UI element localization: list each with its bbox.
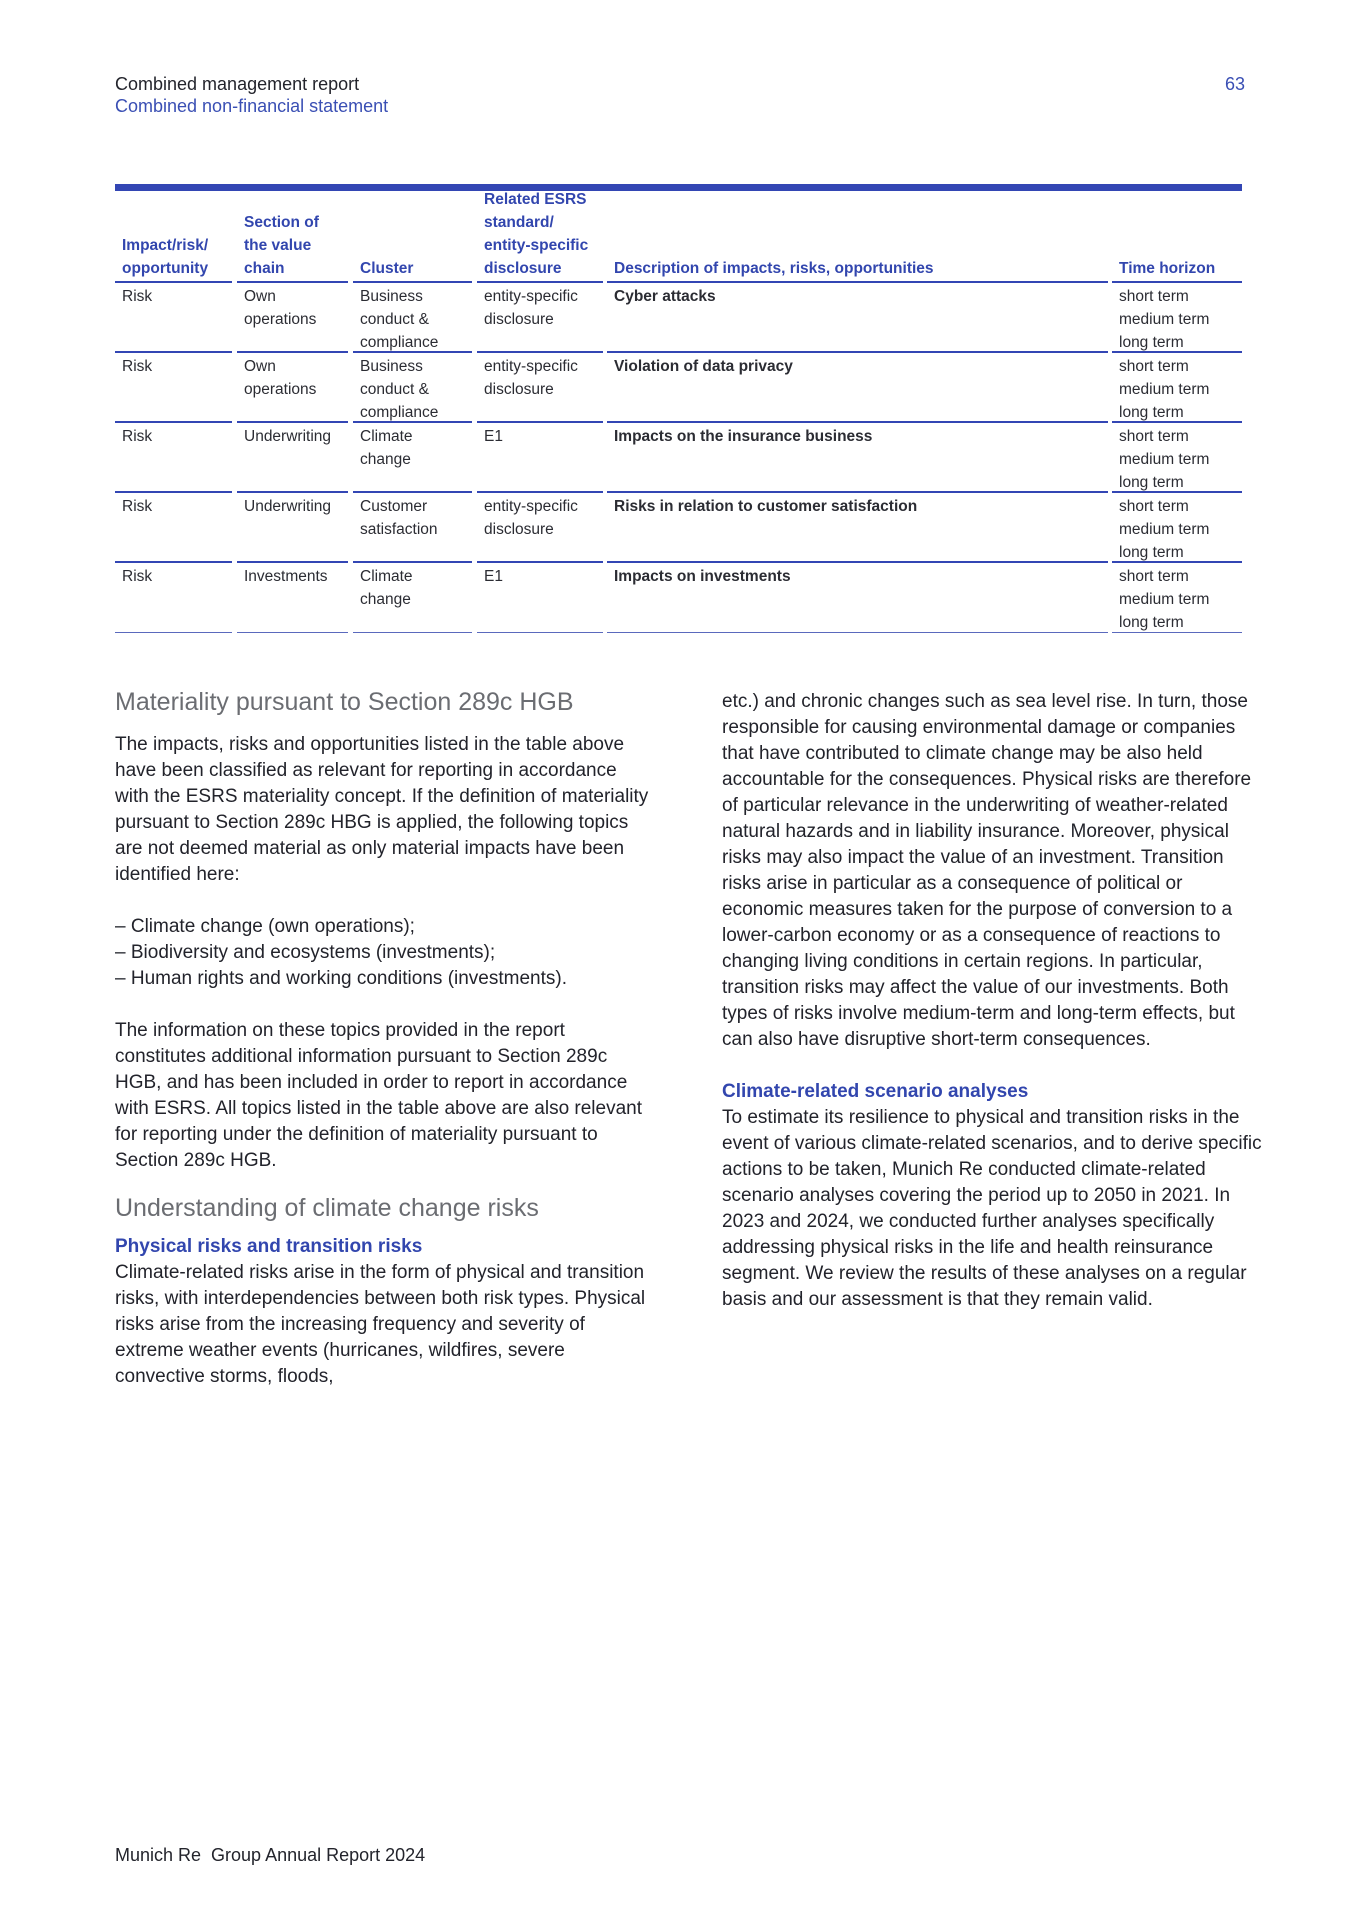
paragraph-materiality-intro: The impacts, risks and opportunities listed in the table above have been classified as relevant for reporting in accordance with the ESRS materiality concept. If the definition of materiality pursuant to Section 289c HBG is applied, the following topics are not deemed material as only material impacts have been identified here: bbox=[115, 734, 649, 885]
cell-line: operations bbox=[244, 311, 317, 328]
col-header-text: chain bbox=[244, 260, 285, 277]
table-row bbox=[115, 493, 1242, 563]
cell-line: change bbox=[360, 451, 411, 468]
cell-time-horizon bbox=[1112, 563, 1242, 633]
non-material-topics-list bbox=[115, 914, 655, 992]
cell-standard bbox=[477, 493, 603, 563]
iro-table bbox=[115, 191, 1242, 633]
page-number: 63 bbox=[1224, 74, 1245, 94]
col-header-section bbox=[237, 191, 348, 283]
cell-line: satisfaction bbox=[360, 521, 438, 538]
cell-line: Underwriting bbox=[244, 428, 332, 445]
col-header-text: Section of bbox=[244, 214, 319, 231]
paragraph-scenario-analyses: To estimate its resilience to physical and transition risks in the event of various climate-related scenarios, and to derive specific actions to be taken, Munich Re conducted climate-related scenario analyses covering the period up to 2050 in 2021. In 2023 and 2024, we conducted further analyses specifically addressing physical risks in the life and health reinsurance segment. We review the results of these analyses on a regular basis and our assessment is that they remain valid. bbox=[722, 1107, 1262, 1310]
table-row bbox=[115, 563, 1242, 633]
cell-section bbox=[237, 493, 348, 563]
cell-type: Risk bbox=[115, 353, 232, 423]
cell-line: Own bbox=[244, 358, 276, 375]
cell-line: Climate bbox=[360, 568, 413, 585]
table-row bbox=[115, 353, 1242, 423]
col-header-text: standard/ bbox=[484, 214, 554, 231]
col-header-description bbox=[607, 191, 1108, 283]
cell-line: short term bbox=[1119, 428, 1189, 445]
cell-description: Impacts on investments bbox=[607, 563, 1108, 633]
cell-line: long term bbox=[1119, 334, 1184, 351]
col-header-text: Cluster bbox=[360, 260, 414, 277]
cell-line: short term bbox=[1119, 358, 1189, 375]
cell-description: Violation of data privacy bbox=[607, 353, 1108, 423]
col-header-text: the value bbox=[244, 237, 312, 254]
col-header-impact bbox=[115, 191, 232, 283]
running-header-title: Combined management report bbox=[115, 74, 360, 94]
cell-line: long term bbox=[1119, 544, 1184, 561]
subheading-scenario-analyses: Climate-related scenario analyses bbox=[722, 1081, 1029, 1102]
right-text-column bbox=[722, 689, 1262, 1339]
cell-time-horizon bbox=[1112, 353, 1242, 423]
cell-line: short term bbox=[1119, 498, 1189, 515]
paragraph-materiality-additional: The information on these topics provided in the report constitutes additional information pursuant to Section 289c HGB, and has been included in order to report in accordance with ESRS. All topics listed in the table above are also relevant for reporting under the definition of materiality pursuant to Section 289c HGB. bbox=[115, 1020, 643, 1171]
cell-line: short term bbox=[1119, 288, 1189, 305]
cell-standard bbox=[477, 563, 603, 633]
paragraph-physical-risks-continued: etc.) and chronic changes such as sea level rise. In turn, those responsible for causing environmental damage or companies that have contributed to climate change may be also held accountable for the consequences. Physical risks are therefore of particular relevance in the underwriting of weather-related natural hazards and in liability insurance. Moreover, physical risks may also impact the value of an investment. Transition risks arise in particular as a consequence of political or economic measures taken for the purpose of conversion to a lower-carbon economy or as a consequence of reactions to changing living conditions in certain regions. In particular, transition risks may affect the value of our investments. Both types of risks involve medium-term and long-term effects, but can also have disruptive short-term consequences. bbox=[722, 691, 1252, 1050]
cell-line: conduct & bbox=[360, 311, 429, 328]
left-text-column bbox=[115, 686, 655, 1416]
cell-line: medium term bbox=[1119, 381, 1210, 398]
cell-time-horizon bbox=[1112, 423, 1242, 493]
list-item: – Biodiversity and ecosystems (investments); bbox=[115, 940, 655, 966]
cell-line: long term bbox=[1119, 474, 1184, 491]
cell-description: Risks in relation to customer satisfaction bbox=[607, 493, 1108, 563]
col-header-text: Impact/risk/ bbox=[122, 237, 209, 254]
cell-line: Underwriting bbox=[244, 498, 332, 515]
cell-line: Own bbox=[244, 288, 276, 305]
cell-section bbox=[237, 283, 348, 353]
cell-type: Risk bbox=[115, 423, 232, 493]
running-header-subtitle[interactable]: Combined non-financial statement bbox=[115, 96, 389, 116]
cell-line: change bbox=[360, 591, 411, 608]
col-header-text: Description of impacts, risks, opportunities bbox=[614, 260, 934, 277]
cell-cluster bbox=[353, 423, 472, 493]
cell-cluster bbox=[353, 283, 472, 353]
cell-time-horizon bbox=[1112, 493, 1242, 563]
cell-line: entity-specific bbox=[484, 498, 578, 515]
cell-type: Risk bbox=[115, 493, 232, 563]
cell-line: medium term bbox=[1119, 451, 1210, 468]
list-item: – Climate change (own operations); bbox=[115, 914, 655, 940]
heading-climate-risks: Understanding of climate change risks bbox=[115, 1194, 539, 1222]
cell-description: Cyber attacks bbox=[607, 283, 1108, 353]
cell-line: long term bbox=[1119, 404, 1184, 421]
col-header-standard bbox=[477, 191, 603, 283]
col-header-text: Related ESRS bbox=[484, 191, 587, 208]
cell-line: Business bbox=[360, 358, 423, 375]
cell-line: conduct & bbox=[360, 381, 429, 398]
cell-description: Impacts on the insurance business bbox=[607, 423, 1108, 493]
cell-section bbox=[237, 563, 348, 633]
cell-type: Risk bbox=[115, 283, 232, 353]
cell-line: Investments bbox=[244, 568, 328, 585]
cell-line: operations bbox=[244, 381, 317, 398]
col-header-cluster bbox=[353, 191, 472, 283]
cell-line: compliance bbox=[360, 334, 439, 351]
cell-line: E1 bbox=[484, 428, 503, 445]
cell-cluster bbox=[353, 563, 472, 633]
cell-line: entity-specific bbox=[484, 288, 578, 305]
cell-cluster bbox=[353, 353, 472, 423]
table-header-row bbox=[115, 191, 1242, 283]
col-header-time-horizon bbox=[1112, 191, 1242, 283]
cell-line: disclosure bbox=[484, 381, 554, 398]
table-top-rule bbox=[115, 184, 1242, 191]
cell-line: Climate bbox=[360, 428, 413, 445]
cell-line: short term bbox=[1119, 568, 1189, 585]
cell-line: medium term bbox=[1119, 311, 1210, 328]
cell-standard bbox=[477, 353, 603, 423]
paragraph-physical-risks: Climate-related risks arise in the form of physical and transition risks, with interdependencies between both risk types. Physical risks arise from the increasing frequency and severity of extreme weather events (hurricanes, wildfires, severe convective storms, floods, bbox=[115, 1262, 646, 1387]
list-item: – Human rights and working conditions (investments). bbox=[115, 966, 655, 992]
cell-line: compliance bbox=[360, 404, 439, 421]
cell-standard bbox=[477, 423, 603, 493]
cell-section bbox=[237, 353, 348, 423]
table-row bbox=[115, 423, 1242, 493]
cell-line: E1 bbox=[484, 568, 503, 585]
cell-line: disclosure bbox=[484, 521, 554, 538]
cell-section bbox=[237, 423, 348, 493]
cell-line: entity-specific bbox=[484, 358, 578, 375]
cell-line: long term bbox=[1119, 614, 1184, 631]
col-header-text: entity-specific bbox=[484, 237, 589, 254]
table-row bbox=[115, 283, 1242, 353]
cell-line: medium term bbox=[1119, 591, 1210, 608]
heading-materiality: Materiality pursuant to Section 289c HGB bbox=[115, 688, 574, 716]
cell-line: disclosure bbox=[484, 311, 554, 328]
cell-type: Risk bbox=[115, 563, 232, 633]
cell-line: Business bbox=[360, 288, 423, 305]
page-footer: Munich Re Group Annual Report 2024 bbox=[115, 1845, 426, 1865]
cell-cluster bbox=[353, 493, 472, 563]
col-header-text: Time horizon bbox=[1119, 260, 1216, 277]
col-header-text: opportunity bbox=[122, 260, 209, 277]
cell-line: medium term bbox=[1119, 521, 1210, 538]
subheading-physical-transition: Physical risks and transition risks bbox=[115, 1236, 423, 1257]
cell-line: Customer bbox=[360, 498, 428, 515]
cell-time-horizon bbox=[1112, 283, 1242, 353]
col-header-text: disclosure bbox=[484, 260, 562, 277]
cell-standard bbox=[477, 283, 603, 353]
